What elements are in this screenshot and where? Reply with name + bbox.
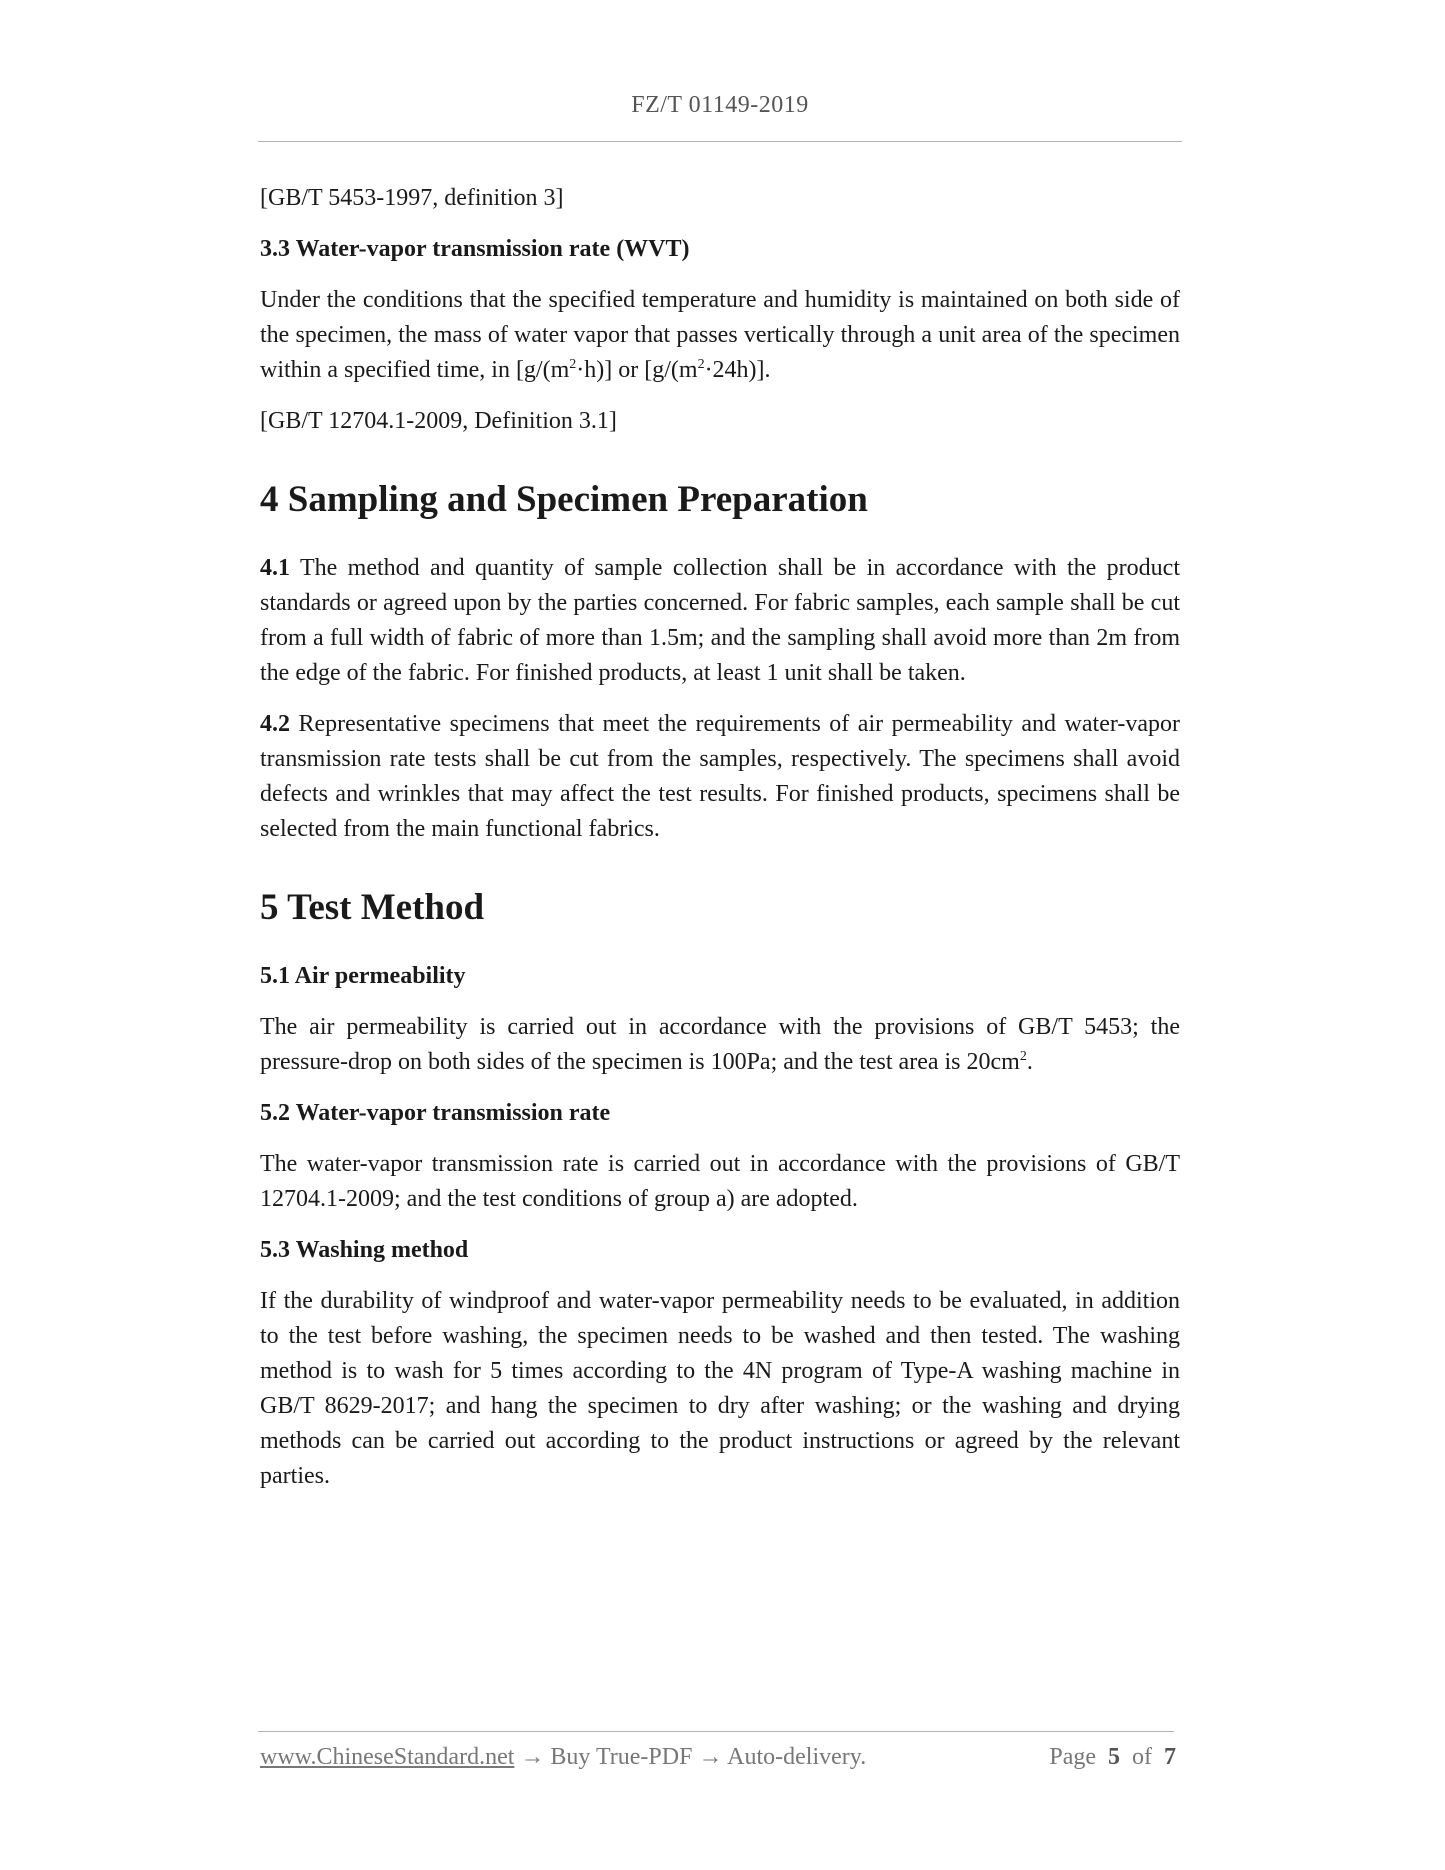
text-run: . [1026,1049,1033,1075]
auto-delivery-text: Auto-delivery. [727,1744,867,1770]
text-run: Under the conditions that the specified temperature and humidity is maintained on both side of the specimen, the mass of water vapor that passes vertically through a unit area of the specimen within a specified time, in [g/(m [260,287,1180,383]
superscript: 2 [697,357,705,372]
of-label: of [1132,1744,1152,1770]
text-run: ·h)] or [g/(m [576,357,698,383]
arrow-right-icon: → [698,1744,723,1770]
subsection-heading-3-3: 3.3 Water-vapor transmission rate (WVT) [260,236,690,262]
page-content [260,181,1180,1494]
reference-note: [GB/T 5453-1997, definition 3] [260,185,564,211]
total-pages: 7 [1164,1744,1176,1770]
paragraph-4-2 [260,707,1180,847]
clause-number: 4.2 [260,711,290,737]
document-header: FZ/T 01149-2019 [631,92,809,118]
buy-pdf-text: Buy True-PDF [550,1744,693,1770]
text-run: The method and quantity of sample collection shall be in accordance with the product standards or agreed upon by the parties concerned. For fabric samples, each sample shall be cut from a full width of fabric of more than 1.5m; and the sampling shall avoid more than 2m from the edge of the fabric. For finished products, at least 1 unit shall be taken. [260,555,1180,686]
header-divider [258,141,1182,142]
paragraph-5-3: If the durability of windproof and water-vapor permeability needs to be evaluated, in addition to the test before washing, the specimen needs to be washed and then tested. The washing method is to wash for 5 times according to the 4N program of Type-A washing machine in GB/T 8629-2017; and hang the specimen to dry after washing; or the washing and drying methods can be carried out according to the product instructions or agreed by the relevant parties. [260,1288,1180,1489]
paragraph-5-1 [260,1010,1180,1080]
current-page: 5 [1108,1744,1120,1770]
paragraph-3-3 [260,283,1180,388]
reference-note: [GB/T 12704.1-2009, Definition 3.1] [260,408,617,434]
text-run: Representative specimens that meet the requirements of air permeability and water-vapor transmission rate tests shall be cut from the samples, respectively. The specimens shall avoid defects and wrinkles that may affect the test results. For finished products, specimens shall be selected from the main functional fabrics. [260,711,1180,842]
subsection-heading-5-3: 5.3 Washing method [260,1237,469,1263]
superscript: 2 [569,357,577,372]
subsection-heading-5-1: 5.1 Air permeability [260,963,466,989]
paragraph-5-2: The water-vapor transmission rate is carried out in accordance with the provisions of GB/T 12704.1-2009; and the test conditions of group a) are adopted. [260,1151,1180,1212]
footer-promo [260,1744,866,1771]
section-heading-4: 4 Sampling and Specimen Preparation [260,479,868,520]
site-link[interactable]: www.ChineseStandard.net [260,1744,515,1770]
text-run: ·24h)]. [704,357,771,383]
footer-divider [258,1731,1174,1732]
page-indicator [1049,1744,1176,1771]
clause-number: 4.1 [260,555,290,581]
subsection-heading-5-2: 5.2 Water-vapor transmission rate [260,1100,611,1126]
section-heading-5: 5 Test Method [260,887,485,928]
text-run: The air permeability is carried out in accordance with the provisions of GB/T 5453; the pressure-drop on both sides of the specimen is 100Pa; and the test area is 20cm [260,1014,1180,1075]
page-label: Page [1049,1744,1096,1770]
paragraph-4-1 [260,551,1180,691]
arrow-right-icon: → [520,1744,545,1770]
superscript: 2 [1019,1049,1027,1064]
